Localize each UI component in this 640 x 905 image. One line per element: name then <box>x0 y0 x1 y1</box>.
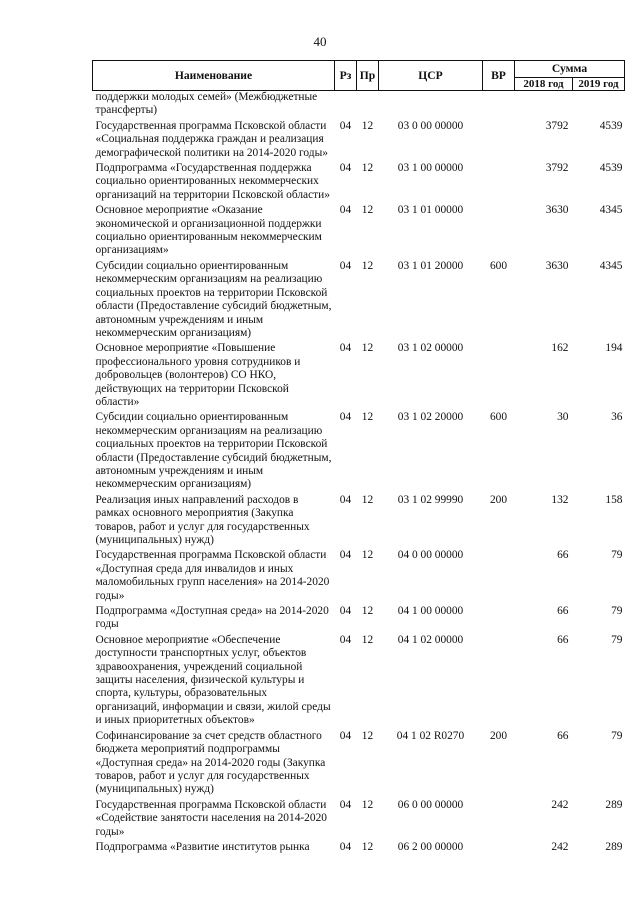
cell-csr: 03 1 01 20000 <box>397 259 464 272</box>
cell-name: Основное мероприятие «Повышение профессионального уровня сотрудников и добровольцев (волонтеров) СО НКО, действующих на территории Псковской области» <box>95 342 301 408</box>
cell-csr: 04 1 02 R0270 <box>396 729 465 742</box>
header-csr: ЦСР <box>379 61 483 91</box>
header-rz: Рз <box>335 61 357 91</box>
cell-name: Основное мероприятие «Оказание экономической и организационной поддержки социально ориентированным некоммерческим организациям» <box>95 204 322 257</box>
table-row <box>93 492 625 548</box>
table-header <box>93 61 625 91</box>
table-row <box>93 91 625 118</box>
table-body <box>93 91 625 855</box>
cell-sum-2019: 79 <box>611 549 623 562</box>
cell-rz: 04 <box>339 493 352 506</box>
cell-csr: 03 1 00 00000 <box>397 162 464 175</box>
cell-sum-2019: 79 <box>611 605 623 618</box>
cell-rz: 04 <box>339 549 352 562</box>
cell-name: Основное мероприятие «Обеспечение доступности транспортных услуг, объектов здравоохранения, учреждений социальной защиты населения, физической культуры и спорта, культуры, образовательных организаций, информации и связи, жилой среды и иных приоритетных объектов» <box>95 633 331 727</box>
table-row <box>93 547 625 603</box>
cell-pr <box>357 91 379 118</box>
table-row <box>93 728 625 797</box>
cell-sum-2019: 194 <box>605 342 623 355</box>
cell-pr: 12 <box>361 840 374 853</box>
cell-name: Подпрограмма «Развитие институтов рынка <box>95 840 310 853</box>
cell-csr: 04 0 00 00000 <box>397 549 464 562</box>
cell-pr: 12 <box>361 605 374 618</box>
cell-rz: 04 <box>339 605 352 618</box>
cell-sum-2019: 4345 <box>599 259 623 272</box>
cell-rz: 04 <box>339 411 352 424</box>
cell-name: Субсидии социально ориентированным некоммерческим организациям на реализацию социальных проектов на территории Псковской области (Предоставление субсидий бюджетным, автономным учреждениям и иным некоммерческим организациям) <box>95 411 332 491</box>
cell-sum-2019: 289 <box>605 840 623 853</box>
cell-pr: 12 <box>361 204 374 217</box>
cell-vr <box>483 547 515 603</box>
cell-rz: 04 <box>339 798 352 811</box>
cell-sum-2018: 3792 <box>545 119 569 132</box>
cell-name: Государственная программа Псковской области «Социальная поддержка граждан и реализация демографической политики на 2014-2020 годы» <box>95 119 328 159</box>
cell-sum-2019: 4345 <box>599 204 623 217</box>
table-row <box>93 118 625 160</box>
cell-pr: 12 <box>361 729 374 742</box>
table-row <box>93 258 625 340</box>
cell-vr <box>483 603 515 632</box>
table-row <box>93 839 625 854</box>
table-row <box>93 340 625 409</box>
cell-pr: 12 <box>361 259 374 272</box>
cell-vr <box>483 91 515 118</box>
cell-vr <box>483 797 515 839</box>
table-row <box>93 603 625 632</box>
cell-pr: 12 <box>361 633 374 646</box>
table-row <box>93 202 625 258</box>
cell-sum-2018: 66 <box>557 729 569 742</box>
cell-rz: 04 <box>339 119 352 132</box>
cell-sum-2018: 242 <box>551 798 569 811</box>
cell-sum-2018: 66 <box>557 605 569 618</box>
cell-rz: 04 <box>339 729 352 742</box>
cell-sum-2018: 132 <box>551 493 569 506</box>
cell-name: Подпрограмма «Государственная поддержка социально ориентированных некоммерческих организаций на территории Псковской области» <box>95 162 330 201</box>
table-row <box>93 632 625 728</box>
cell-sum-2018: 242 <box>551 840 569 853</box>
cell-name: Софинансирование за счет средств областного бюджета мероприятий подпрограммы «Доступная среда» на 2014-2020 годы (Закупка товаров, работ и услуг для государственных (муниципальных) нужд) <box>95 729 326 796</box>
cell-csr: 03 1 02 20000 <box>397 411 464 424</box>
cell-sum-2018: 30 <box>557 411 569 424</box>
cell-pr: 12 <box>361 162 374 175</box>
cell-vr: 600 <box>489 259 508 272</box>
cell-pr: 12 <box>361 493 374 506</box>
cell-csr: 03 1 02 99990 <box>397 493 464 506</box>
cell-rz: 04 <box>339 204 352 217</box>
header-name: Наименование <box>93 61 335 91</box>
cell-csr: 06 2 00 00000 <box>397 840 464 853</box>
cell-rz <box>335 91 357 118</box>
cell-sum-2018: 66 <box>557 633 569 646</box>
cell-pr: 12 <box>361 411 374 424</box>
cell-sum-2018: 3630 <box>545 259 569 272</box>
cell-pr: 12 <box>361 342 374 355</box>
cell-csr: 04 1 00 00000 <box>397 605 464 618</box>
cell-sum-2018: 3630 <box>545 204 569 217</box>
cell-sum-2019: 158 <box>605 493 623 506</box>
page-number: 40 <box>313 34 327 49</box>
cell-pr: 12 <box>361 798 374 811</box>
cell-sum-2019: 4539 <box>599 119 623 132</box>
budget-table <box>92 60 625 854</box>
cell-sum-2019 <box>573 91 625 118</box>
cell-sum-2019: 79 <box>611 729 623 742</box>
cell-name: Государственная программа Псковской области «Доступная среда для инвалидов и иных маломобильных групп населения» на 2014-2020 годы» <box>95 549 330 602</box>
cell-sum-2019: 4539 <box>599 162 623 175</box>
cell-vr <box>483 118 515 160</box>
cell-name: Государственная программа Псковской области «Содействие занятости населения на 2014-2020 годы» <box>95 798 327 838</box>
cell-vr <box>483 839 515 854</box>
cell-csr: 04 1 02 00000 <box>397 633 464 646</box>
cell-csr <box>379 91 483 118</box>
cell-sum-2018: 3792 <box>545 162 569 175</box>
cell-sum-2019: 289 <box>605 798 623 811</box>
cell-vr: 200 <box>489 729 508 742</box>
header-sum: Сумма <box>515 61 625 78</box>
table-row <box>93 797 625 839</box>
cell-csr: 03 1 01 00000 <box>397 204 464 217</box>
table-row <box>93 160 625 202</box>
cell-rz: 04 <box>339 162 352 175</box>
cell-vr <box>483 202 515 258</box>
cell-sum-2019: 36 <box>611 411 623 424</box>
cell-vr <box>483 160 515 202</box>
cell-csr: 03 0 00 00000 <box>397 119 464 132</box>
cell-vr <box>483 632 515 728</box>
cell-sum-2018: 66 <box>557 549 569 562</box>
table-row <box>93 409 625 491</box>
cell-sum-2019: 79 <box>611 633 623 646</box>
cell-rz: 04 <box>339 633 352 646</box>
header-year-2019: 2019 год <box>573 78 625 91</box>
cell-pr: 12 <box>361 119 374 132</box>
header-pr: Пр <box>357 61 379 91</box>
cell-csr: 06 0 00 00000 <box>397 798 464 811</box>
cell-sum-2018: 162 <box>551 342 569 355</box>
header-vr: ВР <box>483 61 515 91</box>
cell-csr: 03 1 02 00000 <box>397 342 464 355</box>
cell-vr: 600 <box>489 411 508 424</box>
header-year-2018: 2018 год <box>515 78 573 91</box>
cell-name: поддержки молодых семей» (Межбюджетные трансферты) <box>95 91 318 117</box>
cell-name: Реализация иных направлений расходов в рамках основного мероприятия (Закупка товаров, работ и услуг для государственных (муниципальных) нужд) <box>95 493 310 546</box>
cell-rz: 04 <box>339 840 352 853</box>
cell-vr <box>483 340 515 409</box>
cell-sum-2018 <box>515 91 573 118</box>
cell-vr: 200 <box>489 493 508 506</box>
cell-name: Субсидии социально ориентированным некоммерческим организациям на реализацию социальных проектов на территории Псковской области (Предоставление субсидий бюджетным, автономным учреждениям и иным некоммерческим организациям) <box>95 259 332 339</box>
cell-pr: 12 <box>361 549 374 562</box>
cell-rz: 04 <box>339 259 352 272</box>
cell-name: Подпрограмма «Доступная среда» на 2014-2020 годы <box>95 605 329 631</box>
cell-rz: 04 <box>339 342 352 355</box>
